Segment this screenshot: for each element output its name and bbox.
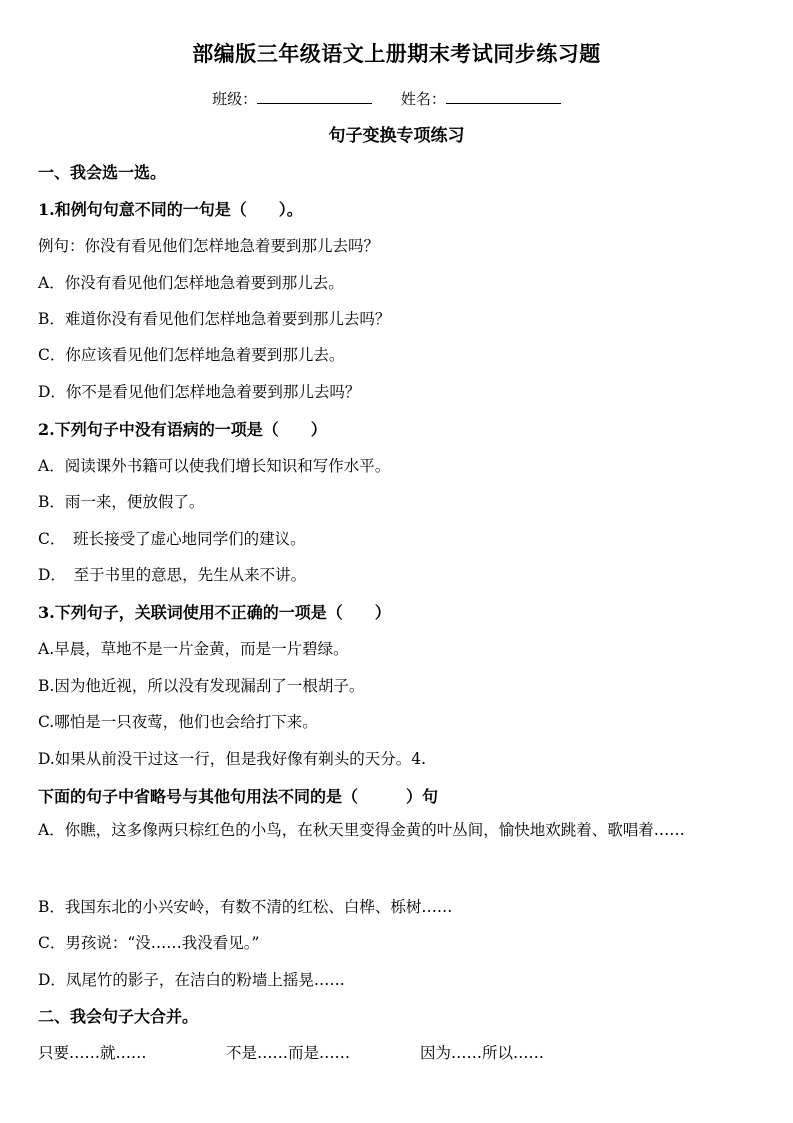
conjunction-3: 因为……所以……	[420, 1044, 545, 1062]
conjunction-2: 不是……而是……	[226, 1044, 351, 1062]
class-label: 班级：	[212, 90, 258, 108]
question-2-option-c: C． 班长接受了虚心地同学们的建议。	[38, 530, 306, 548]
question-1-example: 例句：你没有看见他们怎样地急着要到那儿去吗？	[38, 237, 380, 255]
question-2-option-d: D． 至于书里的意思，先生从来不讲。	[38, 566, 307, 584]
section-two-heading: 二、我会句子大合并。	[38, 1007, 199, 1026]
question-3-stem: 3.下列句子，关联词使用不正确的一项是（ ）	[38, 603, 391, 622]
student-info-row	[0, 88, 793, 109]
name-label: 姓名：	[400, 90, 446, 108]
question-2-option-b: B．雨一来，便放假了。	[38, 493, 205, 511]
section-one-heading: 一、我会选一选。	[38, 163, 167, 182]
question-4-option-b: B．我国东北的小兴安岭，有数不清的红松、白桦、栎树……	[38, 898, 453, 916]
question-2-stem: 2.下列句子中没有语病的一项是（ ）	[38, 420, 327, 439]
question-4-option-a: A．你瞧，这多像两只棕红色的小鸟，在秋天里变得金黄的叶丛间，愉快地欢跳着、歌唱着……	[38, 821, 685, 839]
question-3-option-c: C.哪怕是一只夜莺，他们也会给打下来。	[38, 713, 318, 731]
name-blank	[446, 89, 561, 104]
question-1-option-d: D．你不是看见他们怎样地急着要到那儿去吗？	[38, 383, 361, 401]
question-1-option-b: B．难道你没有看见他们怎样地急着要到那儿去吗？	[38, 310, 391, 328]
question-3-option-b: B.因为他近视，所以没有发现漏刮了一根胡子。	[38, 677, 365, 695]
conjunction-1: 只要……就……	[38, 1044, 147, 1062]
question-1-option-a: A．你没有看见他们怎样地急着要到那儿去。	[38, 274, 344, 292]
page-title: 部编版三年级语文上册期末考试同步练习题	[192, 41, 601, 66]
question-3-option-d: D.如果从前没干过这一行，但是我好像有剃头的天分。4.	[38, 750, 427, 768]
question-1-stem: 1.和例句句意不同的一句是（ ）。	[38, 200, 303, 219]
question-4-option-c: C．男孩说：“没……我没看见。”	[38, 934, 260, 952]
question-1-option-c: C．你应该看见他们怎样地急着要到那儿去。	[38, 346, 345, 364]
question-3-option-a: A.早晨，草地不是一片金黄，而是一片碧绿。	[38, 640, 349, 658]
question-2-option-a: A．阅读课外书籍可以使我们增长知识和写作水平。	[38, 457, 391, 475]
question-4-stem: 下面的句子中省略号与其他句用法不同的是（ ）句	[38, 787, 439, 806]
section-subtitle: 句子变换专项练习	[328, 126, 465, 146]
class-blank	[257, 89, 372, 104]
question-4-option-d: D．凤尾竹的影子，在洁白的粉墙上摇晃……	[38, 971, 345, 989]
